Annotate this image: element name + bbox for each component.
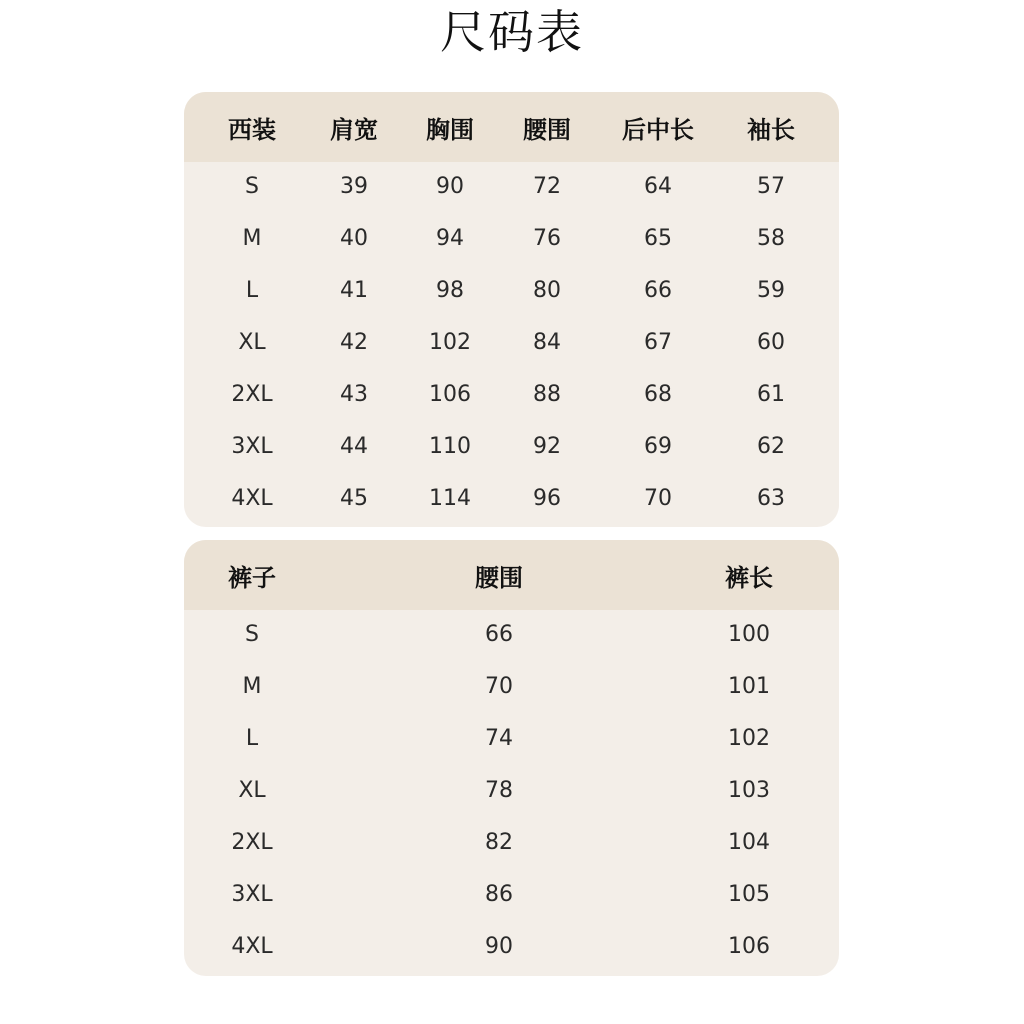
measurement-cell: 80 (533, 278, 561, 303)
pants-header-cell: 裤子 (228, 564, 276, 592)
size-label: S (245, 174, 259, 199)
measurement-cell: 105 (728, 882, 770, 907)
size-label: M (242, 674, 262, 699)
measurement-cell: 100 (728, 622, 770, 647)
table-row (184, 824, 839, 876)
measurement-cell: 66 (485, 622, 513, 647)
table-row (184, 772, 839, 824)
measurement-cell: 90 (485, 934, 513, 959)
measurement-cell: 74 (485, 726, 513, 751)
size-label: L (245, 278, 259, 303)
suit-header-cell: 后中长 (622, 116, 694, 144)
measurement-cell: 76 (533, 226, 561, 251)
measurement-cell: 98 (436, 278, 464, 303)
table-row (184, 428, 839, 480)
size-label: 2XL (231, 830, 273, 855)
size-label: XL (238, 330, 266, 355)
suit-header-cell: 胸围 (426, 116, 474, 144)
measurement-cell: 57 (757, 174, 785, 199)
suit-header-cell: 肩宽 (330, 116, 378, 144)
measurement-cell: 43 (340, 382, 368, 407)
measurement-cell: 72 (533, 174, 561, 199)
size-label: 4XL (231, 934, 273, 959)
suit-header-cell: 腰围 (523, 116, 571, 144)
measurement-cell: 103 (728, 778, 770, 803)
page-title: 尺码表 (440, 5, 584, 59)
size-label: 3XL (231, 434, 273, 459)
measurement-cell: 101 (728, 674, 770, 699)
pants-size-table (184, 540, 839, 976)
measurement-cell: 63 (757, 486, 785, 511)
measurement-cell: 64 (644, 174, 672, 199)
measurement-cell: 44 (340, 434, 368, 459)
measurement-cell: 106 (728, 934, 770, 959)
measurement-cell: 110 (429, 434, 471, 459)
table-row (184, 376, 839, 428)
table-row (184, 272, 839, 324)
measurement-cell: 70 (644, 486, 672, 511)
table-row (184, 168, 839, 220)
measurement-cell: 61 (757, 382, 785, 407)
measurement-cell: 70 (485, 674, 513, 699)
measurement-cell: 39 (340, 174, 368, 199)
measurement-cell: 106 (429, 382, 471, 407)
measurement-cell: 102 (728, 726, 770, 751)
measurement-cell: 82 (485, 830, 513, 855)
measurement-cell: 58 (757, 226, 785, 251)
table-row (184, 876, 839, 928)
measurement-cell: 68 (644, 382, 672, 407)
measurement-cell: 104 (728, 830, 770, 855)
table-row (184, 720, 839, 772)
measurement-cell: 67 (644, 330, 672, 355)
measurement-cell: 69 (644, 434, 672, 459)
size-label: XL (238, 778, 266, 803)
measurement-cell: 78 (485, 778, 513, 803)
table-row (184, 220, 839, 272)
size-label: L (245, 726, 259, 751)
table-row (184, 928, 839, 976)
measurement-cell: 41 (340, 278, 368, 303)
suit-header-cell: 袖长 (747, 116, 795, 144)
measurement-cell: 96 (533, 486, 561, 511)
measurement-cell: 92 (533, 434, 561, 459)
size-label: 3XL (231, 882, 273, 907)
measurement-cell: 60 (757, 330, 785, 355)
suit-header-cell: 西装 (228, 116, 276, 144)
table-row (184, 616, 839, 668)
measurement-cell: 90 (436, 174, 464, 199)
measurement-cell: 114 (429, 486, 471, 511)
measurement-cell: 86 (485, 882, 513, 907)
measurement-cell: 65 (644, 226, 672, 251)
measurement-cell: 40 (340, 226, 368, 251)
pants-table-header (184, 540, 839, 610)
measurement-cell: 62 (757, 434, 785, 459)
measurement-cell: 59 (757, 278, 785, 303)
suit-size-table (184, 92, 839, 527)
table-row (184, 324, 839, 376)
size-label: 2XL (231, 382, 273, 407)
table-row (184, 668, 839, 720)
measurement-cell: 94 (436, 226, 464, 251)
pants-header-cell: 腰围 (475, 564, 523, 592)
measurement-cell: 88 (533, 382, 561, 407)
size-label: S (245, 622, 259, 647)
table-row (184, 480, 839, 527)
measurement-cell: 45 (340, 486, 368, 511)
measurement-cell: 42 (340, 330, 368, 355)
measurement-cell: 102 (429, 330, 471, 355)
size-label: 4XL (231, 486, 273, 511)
measurement-cell: 84 (533, 330, 561, 355)
measurement-cell: 66 (644, 278, 672, 303)
size-label: M (242, 226, 262, 251)
suit-table-header (184, 92, 839, 162)
pants-header-cell: 裤长 (725, 564, 773, 592)
